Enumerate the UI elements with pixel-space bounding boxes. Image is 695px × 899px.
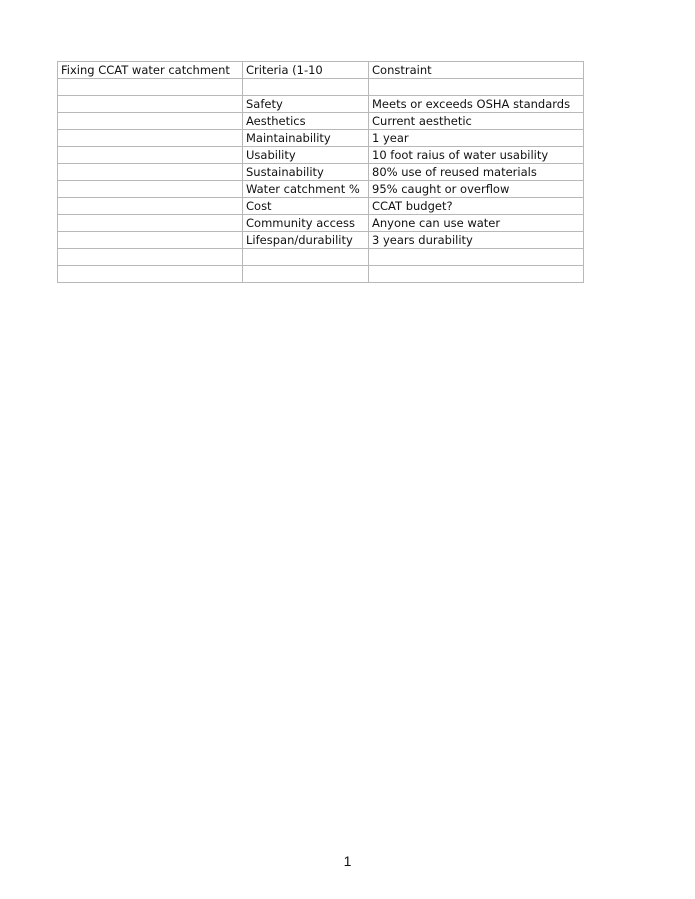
table-row [58, 96, 584, 113]
table-cell [243, 79, 369, 96]
table-row [58, 181, 584, 198]
table-cell [369, 79, 584, 96]
table-cell [58, 113, 243, 130]
table-cell: Anyone can use water [369, 215, 584, 232]
table-cell: 80% use of reused materials [369, 164, 584, 181]
table-row [58, 266, 584, 283]
table-cell: Criteria (1-10 [243, 62, 369, 79]
table-row [58, 79, 584, 96]
table-row [58, 113, 584, 130]
page-number: 1 [343, 853, 352, 869]
table-cell [58, 130, 243, 147]
table-cell: Usability [243, 147, 369, 164]
table-cell [58, 232, 243, 249]
table-cell [58, 215, 243, 232]
table-cell [58, 147, 243, 164]
criteria-constraints-table [57, 61, 584, 283]
table-row [58, 62, 584, 79]
table-cell: Lifespan/durability [243, 232, 369, 249]
table-cell: Safety [243, 96, 369, 113]
table-cell [243, 266, 369, 283]
table-cell [58, 249, 243, 266]
table-cell: Water catchment % [243, 181, 369, 198]
table-cell: Aesthetics [243, 113, 369, 130]
table-cell [369, 266, 584, 283]
table-cell: 3 years durability [369, 232, 584, 249]
table-cell [58, 79, 243, 96]
table-cell [58, 266, 243, 283]
table-body [58, 62, 584, 283]
table-cell: Constraint [369, 62, 584, 79]
table-row [58, 130, 584, 147]
table-cell [58, 198, 243, 215]
table-cell [58, 164, 243, 181]
table-cell [243, 249, 369, 266]
table-row [58, 198, 584, 215]
table-cell: Cost [243, 198, 369, 215]
table-row [58, 232, 584, 249]
table-row [58, 249, 584, 266]
table-row [58, 147, 584, 164]
table-cell: Community access [243, 215, 369, 232]
table-cell: Meets or exceeds OSHA standards [369, 96, 584, 113]
table-cell: Sustainability [243, 164, 369, 181]
table-cell: Maintainability [243, 130, 369, 147]
table-cell: 1 year [369, 130, 584, 147]
table-cell: 10 foot raius of water usability [369, 147, 584, 164]
table-row [58, 215, 584, 232]
table-cell: CCAT budget? [369, 198, 584, 215]
table-cell: Current aesthetic [369, 113, 584, 130]
table-cell [369, 249, 584, 266]
table-cell [58, 96, 243, 113]
table-cell: 95% caught or overflow [369, 181, 584, 198]
table-row [58, 164, 584, 181]
table-cell: Fixing CCAT water catchment [58, 62, 243, 79]
table-cell [58, 181, 243, 198]
